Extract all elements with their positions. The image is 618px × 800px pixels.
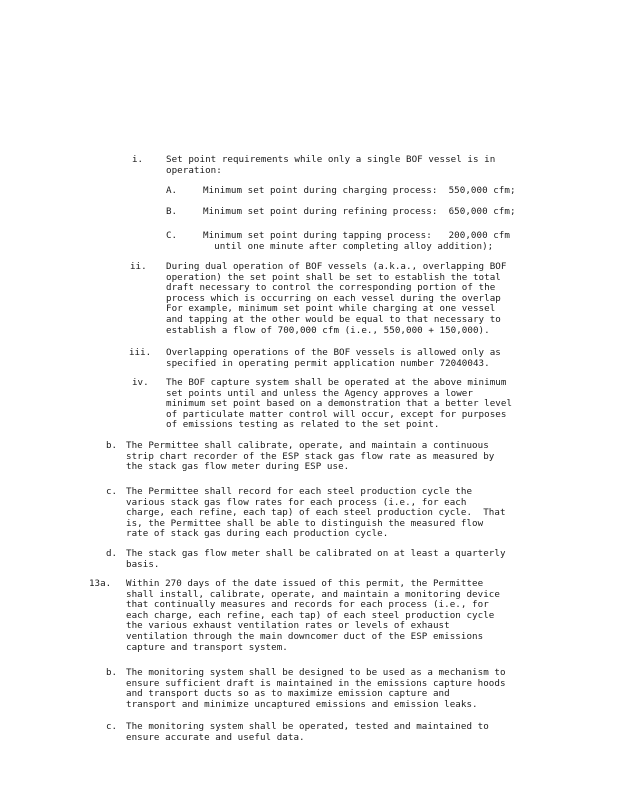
item-13c-text: The monitoring system shall be operated, tested and maintained to ensure accurate and useful data. bbox=[126, 721, 489, 743]
item-i-b-label: B. bbox=[166, 206, 178, 217]
item-i-c-label: C. bbox=[166, 230, 178, 241]
item-c-text: The Permittee shall record for each steel production cycle the various stack gas flow rates for each process (i.e., for each charge, each refine, each tap) of each steel production cycle. That is, the Permittee shall be able to distinguish the measured flow rate of stack gas during each production cycle. bbox=[126, 486, 506, 540]
item-13a-text: Within 270 days of the date issued of this permit, the Permittee shall install, calibrate, operate, and maintain a monitoring device that continually measures and records for each process (i.e., for each charge, each refine, each tap) of each steel production cycle the various exhaust ventilation rates or levels of exhaust ventilation through the main downcomer duct of the ESP emissions capture and transport system. bbox=[126, 578, 500, 653]
item-i-label: i. bbox=[132, 154, 144, 165]
item-iv-text: The BOF capture system shall be operated at the above minimum set points until and unless the Agency approves a lower minimum set point based on a demonstration that a better level of particulate matter control will occur, except for purposes of emissions testing as related to the set point. bbox=[166, 377, 513, 431]
item-ii-label: ii. bbox=[130, 261, 147, 272]
item-c-label: c. bbox=[106, 486, 118, 497]
item-13c-label: c. bbox=[106, 721, 118, 732]
item-i-b-text: Minimum set point during refining process: 650,000 cfm; bbox=[203, 206, 516, 217]
item-d-label: d. bbox=[106, 548, 118, 559]
item-b-text: The Permittee shall calibrate, operate, and maintain a continuous strip chart recorder of the ESP stack gas flow rate as measured by the stack gas flow meter during ESP use. bbox=[126, 440, 495, 473]
item-iii-label: iii. bbox=[129, 347, 152, 358]
item-b-label: b. bbox=[106, 440, 118, 451]
item-iv-label: iv. bbox=[132, 377, 149, 388]
item-13b-text: The monitoring system shall be designed to be used as a mechanism to ensure sufficient draft is maintained in the emissions capture hoods and transport ducts so as to maximize emission capture and transport and minimize uncaptured emissions and emission leaks. bbox=[126, 667, 506, 710]
item-ii-text: During dual operation of BOF vessels (a.k.a., overlapping BOF operation) the set point shall be set to establish the total draft necessary to control the corresponding portion of the process which is occurring on each vessel during the overlap For example, minimum set point while charging at one vessel and tapping at the other would be equal to that necessary to establish a flow of 700,000 cfm (i.e., 550,000 + 150,000). bbox=[166, 261, 507, 336]
item-i-text: Set point requirements while only a single BOF vessel is in operation: bbox=[166, 154, 496, 176]
item-d-text: The stack gas flow meter shall be calibrated on at least a quarterly basis. bbox=[126, 548, 506, 570]
item-i-a-label: A. bbox=[166, 185, 178, 196]
item-i-c-text: Minimum set point during tapping process: 200,000 cfm until one minute after completing alloy addition); bbox=[203, 230, 510, 252]
item-iii-text: Overlapping operations of the BOF vessels is allowed only as specified in operating permit application number 72040043. bbox=[166, 347, 501, 369]
item-13b-label: b. bbox=[106, 667, 118, 678]
item-i-a-text: Minimum set point during charging process: 550,000 cfm; bbox=[203, 185, 516, 196]
item-13a-label: 13a. bbox=[89, 578, 112, 589]
